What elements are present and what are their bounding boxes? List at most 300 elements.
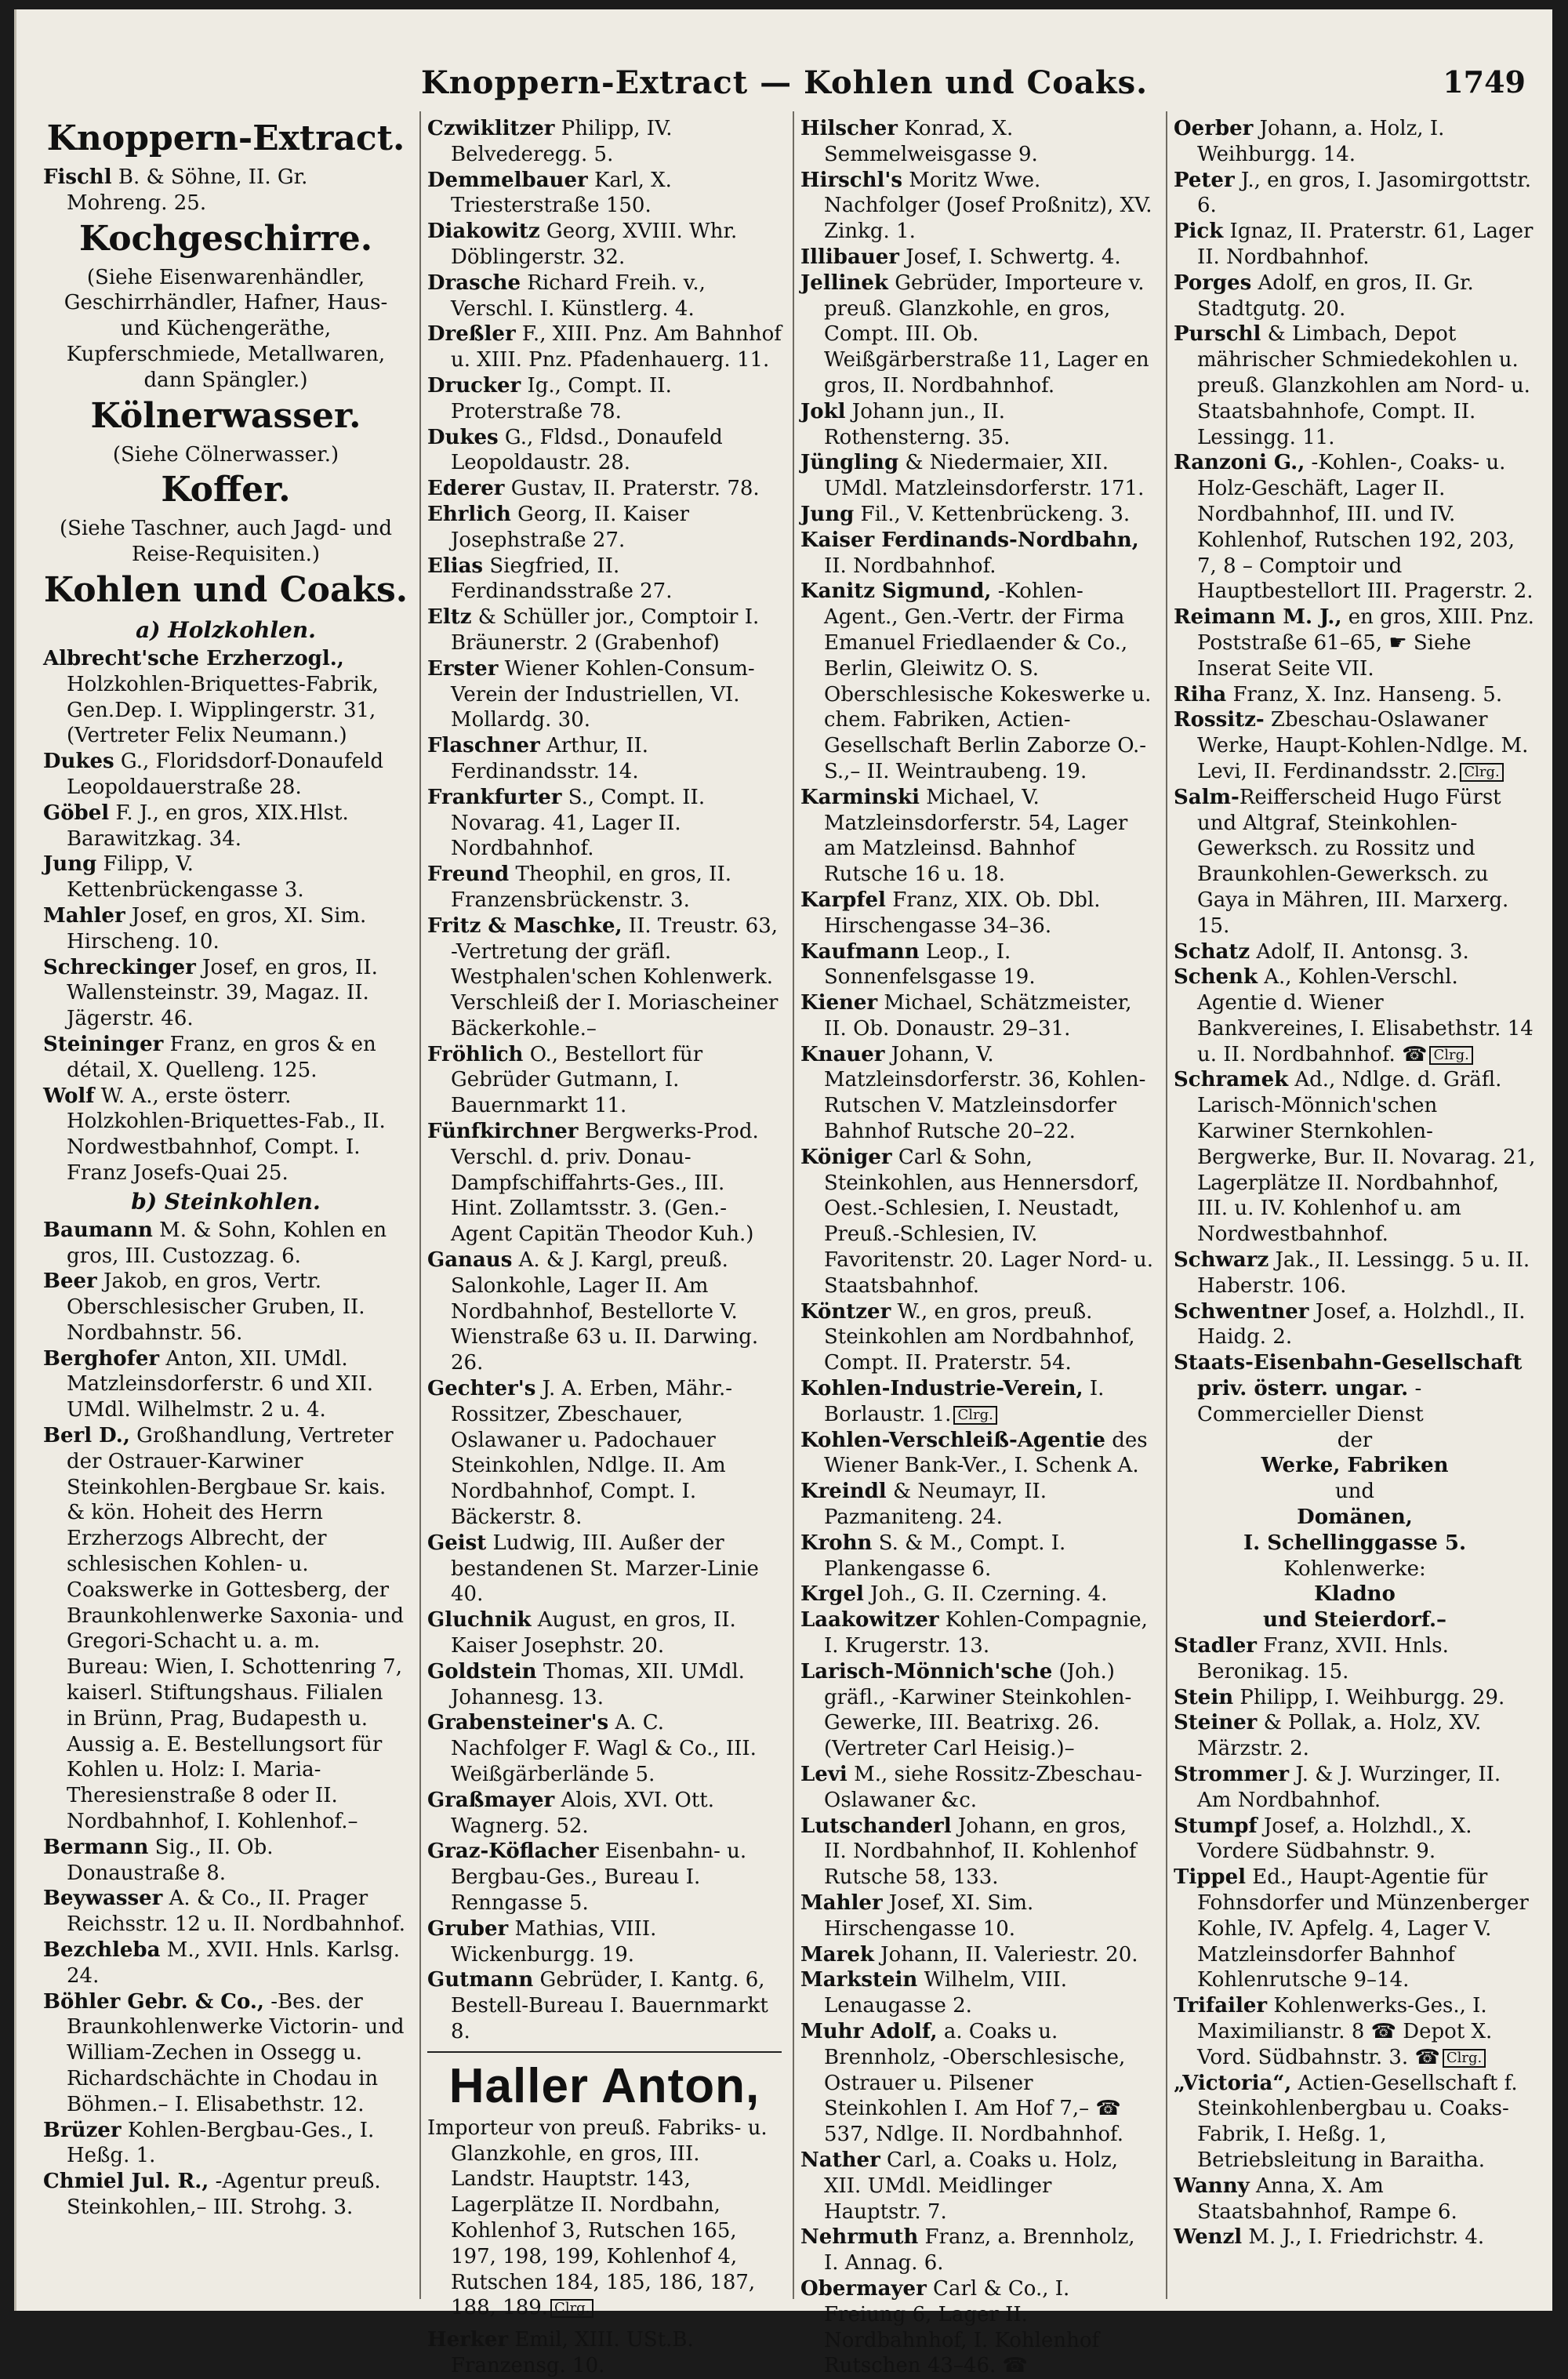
entry-details: J. A. Erben, Mähr.-Rossitzer, Zbeschauer, Oslawaner u. Padochauer Steinkohlen, Ndlge. II. Am Nordbahnhof, Compt. I. Bäckerstr. 8.: [451, 1377, 733, 1530]
directory-entry: [800, 1145, 1155, 1299]
entry-name: Beer: [43, 1269, 97, 1294]
entry-details: Carl & Co., I. Freiung 6, Lager II. Nordbahnhof, I. Kohlenhof Rutschen 43–46. ☎: [824, 2276, 1100, 2378]
entry-details: Fil., V. Kettenbrückeng. 3.: [854, 502, 1131, 526]
directory-entry: [1174, 707, 1536, 784]
entry-details: Carl, a. Coaks u. Holz, XII. UMdl. Meidlinger Hauptstr. 7.: [824, 2148, 1119, 2224]
clearing-badge: Clrg.: [550, 2299, 593, 2318]
entry-name: Kaufmann: [800, 939, 920, 964]
entry-details: S. & M., Compt. I. Plankengasse 6.: [824, 1531, 1066, 1581]
entry-details: Mathias, VIII. Wickenburgg. 19.: [451, 1916, 657, 1967]
column-4: [1174, 116, 1536, 2296]
entry-details: Zbeschau-Oslawaner Werke, Haupt-Kohlen-Ndlge. M. Levi, II. Ferdinandsstr. 2.: [1197, 708, 1529, 783]
directory-entry: [800, 528, 1155, 579]
directory-entry: [43, 903, 408, 955]
directory-entry: [1174, 1865, 1536, 1993]
entry-details: B. & Söhne, II. Gr. Mohreng. 25.: [67, 165, 308, 215]
entry-name: Krgel: [800, 1582, 864, 1607]
entry-name: Gutmann: [427, 1968, 534, 1992]
entry-details: Georg, II. Kaiser Josephstraße 27.: [451, 502, 690, 552]
entry-details: Alois, XVI. Ott. Wagnerg. 52.: [451, 1788, 714, 1838]
directory-entry: [43, 852, 408, 903]
directory-entry: [800, 245, 1155, 271]
centered-bold-line: I. Schellinggasse 5.: [1243, 1531, 1467, 1555]
entry-details: S., Compt. II. Novarag. 41, Lager II. Nordbahnhof.: [451, 785, 706, 861]
entry-details: Johann jun., II. Rothensterng. 35.: [824, 399, 1011, 449]
clearing-badge: Clrg.: [1460, 763, 1503, 782]
directory-entry: [427, 605, 782, 656]
clearing-badge: Clrg.: [1443, 2049, 1486, 2068]
advertisement-body: Importeur von preuß. Fabriks- u. Glanzkohle, en gros, III. Landstr. Hauptstr. 143, Lagerplätze II. Nordbahn, Kohlenhof 3, Rutschen 165, 197, 198, 199, Kohlenhof 4, Rutschen 184, 185, 186, 187, 188, 189.: [427, 2116, 768, 2320]
directory-entry: [800, 579, 1155, 784]
directory-entry: [1174, 1299, 1536, 1351]
entry-details: & Neumayr, II. Pazmaniteng. 24.: [824, 1480, 1047, 1530]
entry-name: Geist: [427, 1531, 487, 1555]
entry-details: Adolf, en gros, II. Gr. Stadtgutg. 20.: [1197, 271, 1474, 321]
entry-name: Jung: [43, 852, 97, 877]
entry-details: Michael, V. Matzleinsdorferstr. 54, Lager am Matzleinsd. Bahnhof Rutsche 16 u. 18.: [824, 785, 1128, 887]
directory-entry: [427, 656, 782, 733]
cross-reference-note: (Siehe Taschner, auch Jagd- und Reise-Requisiten.): [60, 517, 392, 567]
entry-name: Göbel: [43, 801, 110, 825]
directory-entry: [800, 785, 1155, 888]
directory-entry: [43, 1938, 408, 1989]
directory-entry: [43, 955, 408, 1032]
entry-details: Gebrüder, Importeure v. preuß. Glanzkohle, en gros, Compt. III. Ob. Weißgärberstraße 11, Lager en gros, II. Nordbahnhof.: [824, 271, 1149, 398]
entry-details: I. Borlaustr. 1.: [824, 1377, 1105, 1426]
entry-name: Reimann M. J.,: [1174, 605, 1342, 630]
cross-reference-note: (Siehe Eisenwarenhändler, Geschirrhändler, Hafner, Haus- und Küchengeräthe, Kupferschmiede, Metallwaren, dann Spängler.): [64, 265, 388, 392]
directory-entry: [427, 425, 782, 477]
entry-details: Ignaz, II. Praterstr. 61, Lager II. Nordbahnhof.: [1197, 220, 1534, 269]
directory-entry: [800, 116, 1155, 168]
section-heading: Kölnerwasser.: [90, 395, 361, 436]
directory-entry: [1174, 682, 1536, 708]
entry-details: II. Treustr. 63, -Vertretung der gräfl. Westphalen'schen Kohlenwerk. Verschleiß der I. Moriascheiner Bäckerkohle.–: [451, 913, 779, 1041]
entry-name: Karpfel: [800, 888, 886, 912]
entry-name: Schwentner: [1174, 1299, 1309, 1324]
advertisement-block: [427, 2051, 782, 2324]
centered-bold-line: Domänen,: [1297, 1505, 1413, 1530]
directory-entry: [800, 271, 1155, 399]
entry-details: Kohlen-Compagnie, I. Krugerstr. 13.: [824, 1608, 1148, 1658]
entry-name: Salm-: [1174, 785, 1240, 809]
directory-entry: [1174, 964, 1536, 1067]
entry-name: Flaschner: [427, 734, 540, 758]
directory-entry: [427, 502, 782, 554]
entry-details: Johann, II. Valeriestr. 20.: [873, 1942, 1138, 1967]
entry-name: Kiener: [800, 991, 878, 1015]
entry-details: Josef, a. Holzhdl., II. Haidg. 2.: [1197, 1299, 1526, 1349]
subsection-heading: b) Steinkohlen.: [131, 1188, 321, 1215]
directory-entry: [427, 785, 782, 862]
entry-name: Levi: [800, 1763, 848, 1786]
directory-entry: [43, 1032, 408, 1084]
entry-name: Ganaus: [427, 1248, 513, 1273]
entry-name: Schramek: [1174, 1068, 1289, 1092]
directory-entry: [427, 373, 782, 425]
directory-entry: [1174, 321, 1536, 450]
page-header: [16, 9, 1552, 101]
entry-name: Graßmayer: [427, 1788, 555, 1812]
entry-details: Emil, XIII. USt.B. Franzensg. 10.: [451, 2328, 694, 2377]
entry-name: Drasche: [427, 271, 521, 295]
directory-entry: [427, 1916, 782, 1968]
entry-details: Arthur, II. Ferdinandsstr. 14.: [451, 734, 649, 783]
entry-name: Riha: [1174, 682, 1227, 706]
entry-details: Großhandlung, Vertreter der Ostrauer-Karwiner Steinkohlen-Bergbaue Sr. kais. & kön. Hoheit des Herrn Erzherzogs Albrecht, der schlesischen Kohlen- u. Coakswerke in Gottesberg, der Braunkohlenwerke Saxonia- und Gregori-Schacht u. a. m. Bureau: Wien, I. Schottenring 7, kaiserl. Stiftungshaus. Filialen in Brünn, Prag, Budapesth u. Aussig a. E. Bestellungsort für Kohlen u. Holz: I. Maria-Theresienstraße 8 oder II. Nordbahnhof, I. Kohlenhof.–: [67, 1424, 404, 1834]
entry-details: & Niedermaier, XII. UMdl. Matzleinsdorferstr. 171.: [824, 451, 1145, 501]
directory-entry: [427, 2327, 782, 2379]
entry-details: Anton, XII. UMdl. Matzleinsdorferstr. 6 und XII. UMdl. Wilhelmstr. 2 u. 4.: [67, 1346, 373, 1422]
centered-line: der: [1337, 1428, 1373, 1452]
entry-name: Köntzer: [800, 1299, 891, 1324]
entry-name: Albrecht'sche Erzherzogl.,: [43, 646, 344, 670]
entry-name: Schwarz: [1174, 1248, 1269, 1273]
entry-details: W. A., erste österr. Holzkohlen-Briquettes-Fab., II. Nordwestbahnhof, Compt. I. Franz Josefs-Quai 25.: [67, 1084, 386, 1185]
directory-entry: [800, 2276, 1155, 2379]
entry-name: Goldstein: [427, 1659, 537, 1683]
directory-entry: [1174, 271, 1536, 322]
entry-name: Kaiser Ferdinands-Nordbahn,: [800, 528, 1139, 552]
entry-name: Demmelbauer: [427, 168, 588, 192]
directory-entry: [427, 1659, 782, 1711]
column-3: [800, 116, 1155, 2378]
entry-details: Franz, XVII. Hnls. Beronikag. 15.: [1197, 1634, 1449, 1683]
entry-name: Stadler: [1174, 1634, 1257, 1658]
section-heading: Koffer.: [161, 470, 291, 510]
directory-entry: [800, 2225, 1155, 2276]
directory-entry: [427, 1042, 782, 1119]
entry-name: Obermayer: [800, 2276, 927, 2301]
entry-details: Josef, a. Holzhdl., X. Vordere Südbahnstr. 9.: [1197, 1814, 1472, 1864]
entry-details: A., Kohlen-Verschl. Agentie d. Wiener Bankvereines, I. Elisabethstr. 14 u. II. Nordbahnhof. ☎: [1197, 965, 1534, 1066]
subsection-heading: a) Holzkohlen.: [136, 616, 316, 643]
directory-entry: [800, 502, 1155, 528]
entry-name: Fröhlich: [427, 1042, 524, 1066]
directory-entry: [427, 1248, 782, 1376]
directory-entry: [800, 939, 1155, 991]
clearing-badge: Clrg.: [1429, 1046, 1472, 1065]
entry-name: Brüzer: [43, 2118, 122, 2142]
entry-details: M., XVII. Hnls. Karlsg. 24.: [67, 1938, 401, 1988]
section-heading: Knoppern-Extract.: [46, 118, 405, 158]
directory-entry: [43, 1989, 408, 2118]
entry-details: Kohlen-Bergbau-Ges., I. Heßg. 1.: [67, 2118, 375, 2168]
directory-entry: [427, 1967, 782, 2044]
directory-entry: [427, 476, 782, 502]
running-heading: Knoppern-Extract — Kohlen und Coaks.: [420, 64, 1149, 101]
entry-name: Ehrlich: [427, 502, 511, 526]
entry-details: II. Nordbahnhof.: [824, 554, 996, 578]
entry-name: Jung: [800, 502, 855, 526]
directory-entry: [1174, 1685, 1536, 1711]
directory-entry: [43, 1218, 408, 1269]
entry-details: Filipp, V. Kettenbrückengasse 3.: [67, 852, 304, 903]
entry-name: Dukes: [427, 425, 499, 449]
entry-details: Joh., G. II. Czerning. 4.: [863, 1582, 1108, 1607]
directory-entry: [427, 271, 782, 322]
directory-entry: [43, 2118, 408, 2170]
entry-name: „Victoria“,: [1174, 2071, 1292, 2095]
directory-entry: [1174, 1067, 1536, 1248]
entry-details: Michael, Schätzmeister, II. Ob. Donaustr. 29–31.: [824, 991, 1132, 1041]
directory-columns: [43, 116, 1537, 2378]
section-heading: Kohlen und Coaks.: [43, 569, 408, 610]
entry-name: Staats-Eisenbahn-Gesellschaft priv. österr. ungar.: [1174, 1351, 1523, 1401]
entry-details: Thomas, XII. UMdl. Johannesg. 13.: [451, 1659, 745, 1709]
entry-name: Krohn: [800, 1531, 873, 1555]
section-heading: Kochgeschirre.: [78, 218, 373, 259]
entry-name: Berghofer: [43, 1346, 160, 1371]
entry-name: Dukes: [43, 750, 114, 774]
entry-details: Actien-Gesellschaft f. Steinkohlenbergbau u. Coaks-Fabrik, I. Heßg. 1, Betriebsleitung in Baraitha.: [1197, 2071, 1518, 2172]
directory-entry: [1174, 1248, 1536, 1299]
directory-entry: [43, 2169, 408, 2221]
entry-name: Frankfurter: [427, 785, 562, 809]
entry-name: Nehrmuth: [800, 2225, 919, 2250]
entry-details: & Limbach, Depot mährischer Schmiedekohlen u. preuß. Glanzkohlen am Nord- u. Staatsbahnhofe, Compt. II. Lessingg. 11.: [1197, 322, 1530, 449]
entry-details: -Commercieller Dienst: [1197, 1377, 1424, 1426]
directory-entry: [800, 2019, 1155, 2148]
entry-name: Karminski: [800, 785, 920, 809]
entry-details: -Bes. der Braunkohlenwerke Victorin- und William-Zechen in Ossegg u. Richardschächte in Chodau in Böhmen.– I. Elisabethstr. 12.: [67, 1989, 405, 2116]
centered-line: und: [1334, 1480, 1375, 1504]
directory-entry: [1174, 785, 1536, 939]
entry-name: Kohlen-Verschleiß-Agentie: [800, 1428, 1105, 1452]
entry-name: Strommer: [1174, 1763, 1290, 1786]
entry-name: Kreindl: [800, 1480, 887, 1504]
directory-entry: [427, 1376, 782, 1531]
entry-details: Carl & Sohn, Steinkohlen, aus Hennersdorf, Oest.-Schlesien, I. Neustadt, Preuß.-Schlesien, IV. Favoritenstr. 20. Lager Nord- u. Staatsbahnhof.: [824, 1145, 1153, 1298]
entry-name: Wanny: [1174, 2174, 1250, 2198]
directory-entry: [1174, 939, 1536, 965]
directory-entry: [800, 1428, 1155, 1480]
directory-entry: [1174, 1814, 1536, 1865]
entry-name: Wolf: [43, 1084, 95, 1108]
entry-details: Franz, a. Brennholz, I. Annag. 6.: [824, 2225, 1135, 2275]
entry-details: Kohlenwerks-Ges., I. Maximilianstr. 8 ☎ Depot X. Vord. Südbahnstr. 3. ☎: [1197, 1994, 1493, 2069]
entry-name: Graz-Köflacher: [427, 1840, 599, 1864]
directory-entry: [800, 1607, 1155, 1659]
entry-details: Siegfried, II. Ferdinandsstraße 27.: [451, 554, 673, 604]
entry-name: Kohlen-Industrie-Verein,: [800, 1377, 1083, 1401]
directory-entry: [800, 450, 1155, 502]
directory-entry: [1174, 219, 1536, 271]
entry-details: -Agentur preuß. Steinkohlen,– III. Strohg. 3.: [67, 2170, 381, 2219]
entry-details: Josef, en gros, II. Wallensteinstr. 39, Magaz. II. Jägerstr. 46.: [67, 955, 378, 1031]
entry-name: Laakowitzer: [800, 1608, 939, 1633]
directory-entry: [1174, 116, 1536, 168]
entry-details: F., XIII. Pnz. Am Bahnhof u. XIII. Pnz. Pfadenhauerg. 11.: [451, 322, 782, 372]
entry-details: J., en gros, I. Jasomirgottstr. 6.: [1197, 168, 1532, 218]
entry-name: Fünfkirchner: [427, 1120, 579, 1144]
entry-name: Ranzoni G.,: [1174, 451, 1305, 475]
directory-entry: [427, 1839, 782, 1916]
entry-name: Jokl: [800, 399, 846, 423]
centered-line: Kohlenwerke:: [1283, 1556, 1426, 1581]
directory-entry: [43, 801, 408, 852]
centered-bold-line: Kladno: [1314, 1582, 1396, 1607]
entry-name: Bezchleba: [43, 1938, 161, 1963]
entry-details: A. C. Nachfolger F. Wagl & Co., III. Weißgärberlände 5.: [451, 1711, 757, 1786]
directory-entry: [43, 1423, 408, 1835]
entry-name: Steiner: [1174, 1711, 1258, 1735]
directory-entry: [1174, 2071, 1536, 2174]
entry-details: Johann, a. Holz, I. Weihburgg. 14.: [1197, 117, 1445, 166]
entry-name: Oerber: [1174, 117, 1254, 140]
directory-entry: [800, 1659, 1155, 1762]
entry-details: a. Coaks u. Brennholz, -Oberschlesische, Ostrauer u. Pilsener Steinkohlen I. Am Hof 7,– ☎ 537, Ndlge. II. Nordbahnhof.: [824, 2019, 1126, 2147]
directory-entry: [1174, 1762, 1536, 1814]
directory-entry: [43, 1886, 408, 1938]
entry-name: Fritz & Maschke,: [427, 913, 622, 938]
directory-entry: [427, 1788, 782, 1840]
entry-name: Mahler: [43, 903, 125, 928]
entry-name: Porges: [1174, 271, 1252, 295]
entry-details: Leop., I. Sonnenfelsgasse 19.: [824, 939, 1036, 990]
directory-entry: [1174, 1993, 1536, 2070]
directory-entry: [800, 1042, 1155, 1145]
page-number: 1749: [1443, 64, 1526, 100]
entry-name: Schreckinger: [43, 955, 196, 979]
entry-name: Gechter's: [427, 1377, 536, 1401]
entry-details: Eisenbahn- u. Bergbau-Ges., Bureau I. Renngasse 5.: [451, 1840, 747, 1915]
entry-name: Drucker: [427, 373, 521, 398]
entry-details: J. & J. Wurzinger, II. Am Nordbahnhof.: [1197, 1763, 1501, 1812]
entry-name: Gruber: [427, 1916, 509, 1941]
entry-details: Franz, XIX. Ob. Dbl. Hirschengasse 34–36.: [824, 888, 1101, 938]
entry-details: Jak., II. Lessingg. 5 u. II. Haberstr. 106.: [1197, 1248, 1530, 1298]
directory-entry: [43, 1269, 408, 1346]
directory-entry: [800, 1376, 1155, 1428]
entry-details: Holzkohlen-Briquettes-Fabrik, Gen.Dep. I. Wipplingerstr. 31, (Vertreter Felix Neumann.): [67, 672, 379, 748]
entry-name: Freund: [427, 863, 510, 887]
entry-details: en gros, XIII. Pnz. Poststraße 61–65, ☛ Siehe Inserat Seite VII.: [1197, 605, 1534, 681]
entry-name: Illibauer: [800, 245, 899, 269]
entry-name: Jellinek: [800, 271, 888, 295]
directory-entry: [800, 990, 1155, 1042]
directory-entry: [800, 1814, 1155, 1890]
entry-details: A. & Co., II. Prager Reichsstr. 12 u. II. Nordbahnhof.: [67, 1887, 405, 1937]
entry-name: Markstein: [800, 1968, 918, 1992]
directory-entry: [1174, 168, 1536, 220]
entry-name: Larisch-Mönnich'sche: [800, 1659, 1053, 1683]
entry-name: Baumann: [43, 1218, 153, 1242]
directory-entry: [800, 1762, 1155, 1814]
entry-details: (Joh.) gräfl., -Karwiner Steinkohlen-Gewerke, III. Beatrixg. 26. (Vertreter Carl Heisig.)–: [824, 1659, 1132, 1761]
directory-entry: [800, 1582, 1155, 1607]
directory-entry: [43, 749, 408, 801]
directory-entry: [427, 913, 782, 1042]
entry-name: Pick: [1174, 220, 1224, 244]
entry-details: Ad., Ndlge. d. Gräfl. Larisch-Mönnich'schen Karwiner Sternkohlen-Bergwerke, Bur. II. Novarag. 21, Lagerplätze II. Nordbahnhof, III. u. IV. Kohlenhof u. am Nordwestbahnhof.: [1197, 1068, 1536, 1247]
entry-name: Schatz: [1174, 939, 1250, 964]
entry-details: Anna, X. Am Staatsbahnhof, Rampe 6.: [1197, 2174, 1457, 2224]
entry-name: Jüngling: [800, 451, 899, 475]
entry-name: Peter: [1174, 168, 1235, 192]
directory-entry: [43, 646, 408, 749]
entry-details: Bergwerks-Prod. Verschl. d. priv. Donau-Dampfschiffahrts-Ges., III. Hint. Zollamtsstr. 3. (Gen.-Agent Capitän Theodor Kuh.): [451, 1120, 759, 1247]
entry-details: Franz, X. Inz. Hanseng. 5.: [1226, 682, 1503, 706]
directory-entry: [800, 399, 1155, 451]
entry-details: Josef, I. Schwertg. 4.: [898, 245, 1121, 269]
directory-entry: [427, 733, 782, 785]
directory-entry: [1174, 2174, 1536, 2225]
entry-details: Johann, en gros, II. Nordbahnhof, II. Kohlenhof Rutsche 58, 133.: [824, 1814, 1137, 1890]
entry-details: Theophil, en gros, II. Franzensbrückenstr. 3.: [451, 863, 731, 912]
directory-entry: [427, 1607, 782, 1659]
entry-details: Ig., Compt. II. Proterstraße 78.: [451, 373, 672, 423]
entry-details: August, en gros, II. Kaiser Josephstr. 20.: [451, 1608, 736, 1658]
entry-details: & Schüller jor., Comptoir I. Bräunerstr. 2 (Grabenhof): [451, 605, 760, 655]
entry-name: Stein: [1174, 1685, 1234, 1709]
entry-details: M., siehe Rossitz-Zbeschau-Oslawaner &c.: [824, 1763, 1142, 1812]
entry-details: Philipp, I. Weihburgg. 29.: [1233, 1685, 1505, 1709]
directory-entry: [427, 116, 782, 168]
entry-details: F. J., en gros, XIX.Hlst. Barawitzkag. 34.: [67, 801, 349, 851]
directory-entry: [427, 862, 782, 913]
entry-name: Kanitz Sigmund,: [800, 579, 992, 604]
entry-name: Wenzl: [1174, 2225, 1243, 2250]
directory-entry: [800, 1967, 1155, 2019]
entry-name: Stumpf: [1174, 1814, 1258, 1838]
entry-details: A. & J. Kargl, preuß. Salonkohle, Lager II. Am Nordbahnhof, Bestellorte V. Wienstraße 63 u. II. Darwing. 26.: [451, 1248, 759, 1375]
entry-details: des Wiener Bank-Ver., I. Schenk A.: [824, 1428, 1148, 1478]
entry-name: Böhler Gebr. & Co.,: [43, 1989, 264, 2014]
column-2: [427, 116, 782, 2377]
entry-name: Knauer: [800, 1042, 885, 1066]
entry-name: Diakowitz: [427, 220, 540, 244]
directory-entry: [1174, 1633, 1536, 1685]
entry-details: Ludwig, III. Außer der bestandenen St. Marzer-Linie 40.: [451, 1531, 759, 1607]
directory-entry: [800, 1531, 1155, 1582]
advertisement-text: [427, 2116, 782, 2321]
directory-entry: [427, 219, 782, 271]
entry-details: & Pollak, a. Holz, XV. Märzstr. 2.: [1197, 1711, 1482, 1761]
entry-details: Philipp, IV. Belvederegg. 5.: [451, 117, 673, 166]
directory-entry: [43, 1835, 408, 1887]
directory-entry: [1174, 605, 1536, 681]
entry-details: -Kohlen-Agent., Gen.-Vertr. der Firma Emanuel Friedlaender & Co., Berlin, Gleiwitz O. S. Oberschlesische Kokeswerke u. chem. Fabriken, Actien-Gesellschaft Berlin Zaborze O.-S.,– II. Weintraubeng. 19.: [824, 579, 1152, 783]
entry-name: Purschl: [1174, 322, 1261, 347]
entry-details: Wilhelm, VIII. Lenaugasse 2.: [824, 1968, 1067, 2018]
directory-entry: [1174, 450, 1536, 605]
entry-name: Schenk: [1174, 965, 1258, 990]
directory-entry: [800, 1890, 1155, 1942]
entry-details: Moritz Wwe. Nachfolger (Josef Proßnitz), XV. Zinkg. 1.: [824, 168, 1152, 244]
directory-entry: [800, 1479, 1155, 1531]
entry-name: Czwiklitzer: [427, 117, 555, 140]
entry-name: Hirschl's: [800, 168, 902, 192]
entry-name: Herker: [427, 2328, 509, 2352]
entry-name: Fischl: [43, 165, 112, 189]
entry-name: Elias: [427, 554, 484, 578]
column-1: [43, 116, 408, 2296]
entry-name: Lutschanderl: [800, 1814, 952, 1838]
directory-entry: [800, 888, 1155, 939]
entry-details: O., Bestellort für Gebrüder Gutmann, I. Bauernmarkt 11.: [451, 1042, 703, 1118]
directory-entry: [800, 1299, 1155, 1376]
directory-entry: [427, 321, 782, 373]
directory-entry: [800, 2148, 1155, 2225]
directory-entry: [800, 1942, 1155, 1968]
centered-bold-line: Werke, Fabriken: [1261, 1454, 1449, 1478]
entry-name: Berl D.,: [43, 1424, 130, 1448]
centered-bold-line: und Steierdorf.–: [1262, 1608, 1446, 1633]
entry-name: Grabensteiner's: [427, 1711, 609, 1735]
cross-reference-note: (Siehe Cölnerwasser.): [112, 442, 339, 467]
entry-name: Erster: [427, 656, 499, 681]
